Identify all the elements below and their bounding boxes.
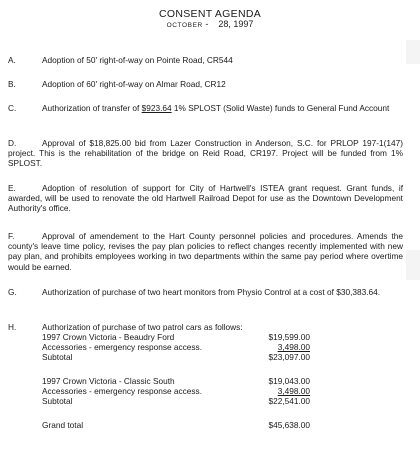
- grand-total-label: Grand total: [42, 420, 84, 430]
- item-text: Adoption of resolution of support for City of Hartwell's ISTEA grant request. Grant funds, if awarded, will be used to renovate the old Hartwell Railroad Depot for use as the Downtown Development Authority's office.: [8, 183, 403, 214]
- item-text: Authorization of purchase of two heart monitors from Physio Control at a cost of $30,383.64.: [42, 287, 381, 297]
- cost-amount: $22,541.00: [268, 396, 310, 406]
- cost-amount: $19,043.00: [268, 376, 310, 386]
- item-text-post: 1% SPLOST (Solid Waste) funds to General Fund Account: [171, 103, 390, 113]
- item-text-pre: Authorization of transfer of: [42, 103, 142, 113]
- cost-amount: $19,599.00: [268, 332, 310, 342]
- item-letter: A.: [8, 55, 16, 65]
- cost-amount: 3,498.00: [277, 386, 310, 396]
- item-intro: Authorization of purchase of two patrol cars as follows:: [42, 322, 243, 332]
- item-letter: B.: [8, 79, 16, 89]
- item-text: Approval of amendement to the Hart County personnel policies and procedures. Amends the county's leave time policy, revises the pay plan policies to reflect changes recently implemented with new pay plan, and prohibits employees working in two departments within the same pay period where overtime would be earned.: [8, 231, 403, 272]
- agenda-item-g: [8, 287, 403, 297]
- cost-amount: $23,097.00: [268, 352, 310, 362]
- date-day-year: 28, 1997: [218, 19, 254, 29]
- meeting-date: [0, 19, 420, 29]
- cost-label: 1997 Crown Victoria - Classic South: [42, 376, 175, 386]
- cost-label: Accessories - emergency response access.: [42, 386, 203, 396]
- scan-edge-mark: [406, 40, 420, 64]
- item-text: Approval of $18,825.00 bid from Lazer Construction in Anderson, S.C. for PRLOP 197-1(147) project. This is the rehabilitation of the bridge on Reid Road, CR197. Project will be funded from 1% SPLOST.: [8, 138, 403, 169]
- date-month: OCTOBER: [166, 22, 203, 29]
- item-letter: H.: [8, 322, 17, 332]
- cost-label: Subtotal: [42, 352, 73, 362]
- item-text: Adoption of 60' right-of-way on Almar Road, CR12: [42, 79, 226, 89]
- agenda-item-f: [8, 231, 403, 272]
- agenda-item-a: [8, 55, 403, 65]
- page-title: CONSENT AGENDA: [158, 8, 262, 20]
- agenda-item-e: [8, 183, 403, 214]
- cost-label: Accessories - emergency response access.: [42, 342, 203, 352]
- item-letter: E.: [8, 183, 16, 193]
- agenda-item-c: [8, 103, 403, 113]
- item-letter: F.: [8, 231, 15, 241]
- item-text: Adoption of 50' right-of-way on Pointe Road, CR544: [42, 55, 233, 65]
- scan-edge-mark: [406, 250, 420, 280]
- date-separator: -: [205, 19, 216, 29]
- cost-label: 1997 Crown Victoria - Beaudry Ford: [42, 332, 175, 342]
- agenda-item-b: [8, 79, 403, 89]
- item-letter: D.: [8, 138, 17, 148]
- item-letter: G.: [8, 287, 17, 297]
- cost-label: Subtotal: [42, 396, 73, 406]
- cost-amount: 3,498.00: [277, 342, 310, 352]
- transfer-amount: $923.64: [141, 103, 172, 113]
- item-letter: C.: [8, 103, 17, 113]
- grand-total-amount: $45,638.00: [268, 420, 310, 430]
- agenda-item-d: [8, 138, 403, 169]
